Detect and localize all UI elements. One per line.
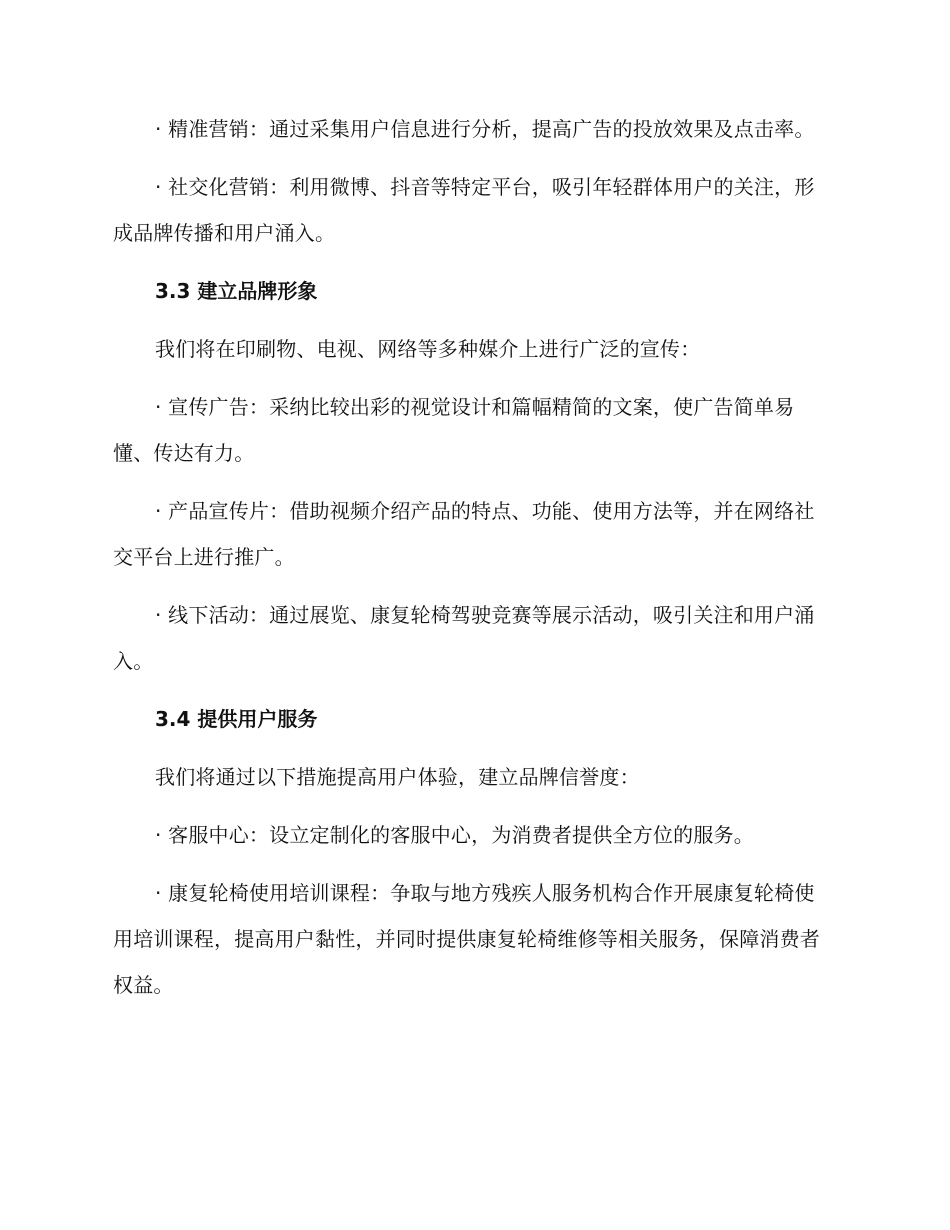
bullet-ads: · 宣传广告：采纳比较出彩的视觉设计和篇幅精简的文案，使广告简单易懂、传达有力。 <box>113 395 795 465</box>
brand-image-intro: 我们将在印刷物、电视、网络等多种媒介上进行广泛的宣传： <box>155 337 701 361</box>
user-service-intro: 我们将通过以下措施提高用户体验，建立品牌信誉度： <box>155 765 640 789</box>
section-3-4-heading: 3.4 提供用户服务 <box>155 707 318 731</box>
bullet-offline-events: · 线下活动：通过展览、康复轮椅驾驶竞赛等展示活动，吸引关注和用户涌入。 <box>113 603 815 673</box>
bullet-training-course: · 康复轮椅使用培训课程：争取与地方残疾人服务机构合作开展康复轮椅使用培训课程，提高用户黏性，并同时提供康复轮椅维修等相关服务，保障消费者权益。 <box>113 881 820 997</box>
bullet-precision-marketing: · 精准营销：通过采集用户信息进行分析，提高广告的投放效果及点击率。 <box>155 117 815 141</box>
bullet-promo-video: · 产品宣传片：借助视频介绍产品的特点、功能、使用方法等，并在网络社交平台上进行推广。 <box>113 499 815 569</box>
bullet-social-marketing: · 社交化营销：利用微博、抖音等特定平台，吸引年轻群体用户的关注，形成品牌传播和用户涌入。 <box>113 175 815 245</box>
section-3-3-heading: 3.3 建立品牌形象 <box>155 279 318 303</box>
document-body <box>113 106 828 1020</box>
bullet-service-center: · 客服中心：设立定制化的客服中心，为消费者提供全方位的服务。 <box>155 823 754 847</box>
